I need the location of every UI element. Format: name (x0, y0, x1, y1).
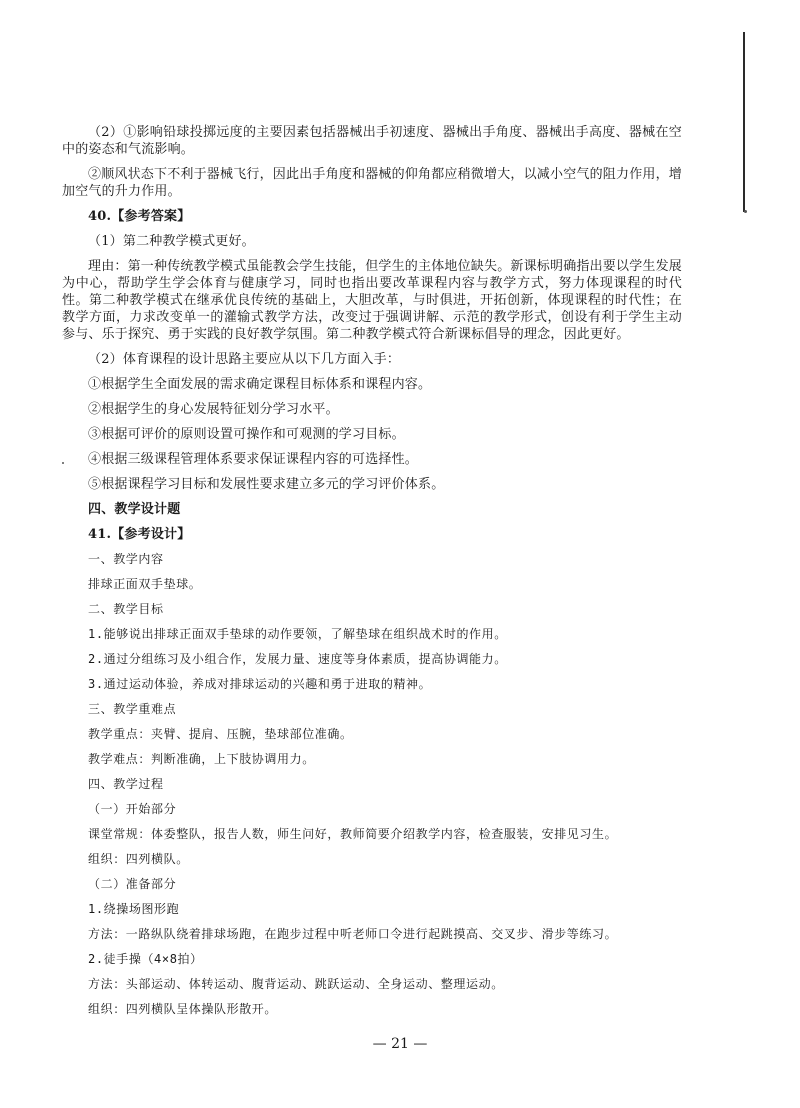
paragraph: 二、教学目标 (88, 602, 164, 616)
paragraph: 1.绕操场图形跑 (88, 902, 180, 916)
paragraph: （2）①影响铅球投掷远度的主要因素包括器械出手初速度、器械出手角度、器械出手高度、器械在空中的姿态和气流影响。 (62, 125, 682, 157)
list-item: 2.通过分组练习及小组合作，发展力量、速度等身体素质，提高协调能力。 (88, 652, 507, 666)
paragraph: 课堂常规：体委整队，报告人数，师生问好，教师简要介绍教学内容，检查服装，安排见习生。 (88, 827, 618, 841)
list-item: ⑤根据课程学习目标和发展性要求建立多元的学习评价体系。 (88, 477, 445, 492)
paragraph: 2.徒手操（4×8拍） (88, 952, 203, 966)
list-item: ①根据学生全面发展的需求确定课程目标体系和课程内容。 (88, 377, 432, 392)
paragraph: 组织：四列横队呈体操队形散开。 (88, 1002, 278, 1016)
page-content (62, 124, 682, 1026)
paragraph: （2）体育课程的设计思路主要应从以下几方面入手： (88, 352, 401, 367)
list-item: 3.通过运动体验，养成对排球运动的兴趣和勇于进取的精神。 (88, 677, 432, 691)
section-heading: 40.【参考答案】 (88, 209, 191, 224)
paragraph: 三、教学重难点 (88, 702, 177, 716)
list-item: ④根据三级课程管理体系要求保证课程内容的可选择性。 (88, 452, 419, 467)
scan-speck (744, 210, 747, 213)
scan-border-line (743, 32, 745, 212)
page-number: — 21 — (372, 1036, 428, 1052)
paragraph: 教学难点：判断准确，上下肢协调用力。 (88, 752, 315, 766)
list-item: ②根据学生的身心发展特征划分学习水平。 (88, 402, 339, 417)
paragraph: （1）第二种教学模式更好。 (88, 234, 255, 249)
paragraph: 四、教学过程 (88, 777, 164, 791)
list-item: ③根据可评价的原则设置可操作和可观测的学习目标。 (88, 427, 405, 442)
paragraph: 理由：第一种传统教学模式虽能教会学生技能，但学生的主体地位缺失。新课标明确指出要以学生发展为中心，帮助学生学会体育与健康学习，同时也指出要改革课程内容与教学方式，努力体现课程的时代性。第二种教学模式在继承优良传统的基础上，大胆改革，与时俱进，开拓创新，体现课程的时代性；在教学方面，力求改变单一的灌输式教学方法，改变过于强调讲解、示范的教学形式，创设有利于学生主动参与、乐于探究、勇于实践的良好教学氛围。第二种教学模式符合新课标倡导的理念，因此更好。 (62, 259, 683, 342)
paragraph: 方法：头部运动、体转运动、腹背运动、跳跃运动、全身运动、整理运动。 (88, 977, 504, 991)
section-heading: 41.【参考设计】 (88, 527, 191, 542)
paragraph: （一）开始部分 (88, 802, 177, 816)
paragraph: 排球正面双手垫球。 (88, 577, 202, 591)
paragraph: ②顺风状态下不利于器械飞行，因此出手角度和器械的仰角都应稍微增大，以减小空气的阻力作用，增加空气的升力作用。 (62, 167, 683, 199)
paragraph: 一、教学内容 (88, 552, 164, 566)
paragraph: 组织：四列横队。 (88, 852, 189, 866)
paragraph: （二）准备部分 (88, 877, 177, 891)
section-heading: 四、教学设计题 (88, 502, 181, 517)
paragraph: 方法：一路纵队绕着排球场跑，在跑步过程中听老师口令进行起跳摸高、交叉步、滑步等练习。 (88, 927, 618, 941)
list-item: 1.能够说出排球正面双手垫球的动作要领，了解垫球在组织战术时的作用。 (88, 627, 507, 641)
paragraph: 教学重点：夹臂、提肩、压腕，垫球部位准确。 (88, 727, 353, 741)
